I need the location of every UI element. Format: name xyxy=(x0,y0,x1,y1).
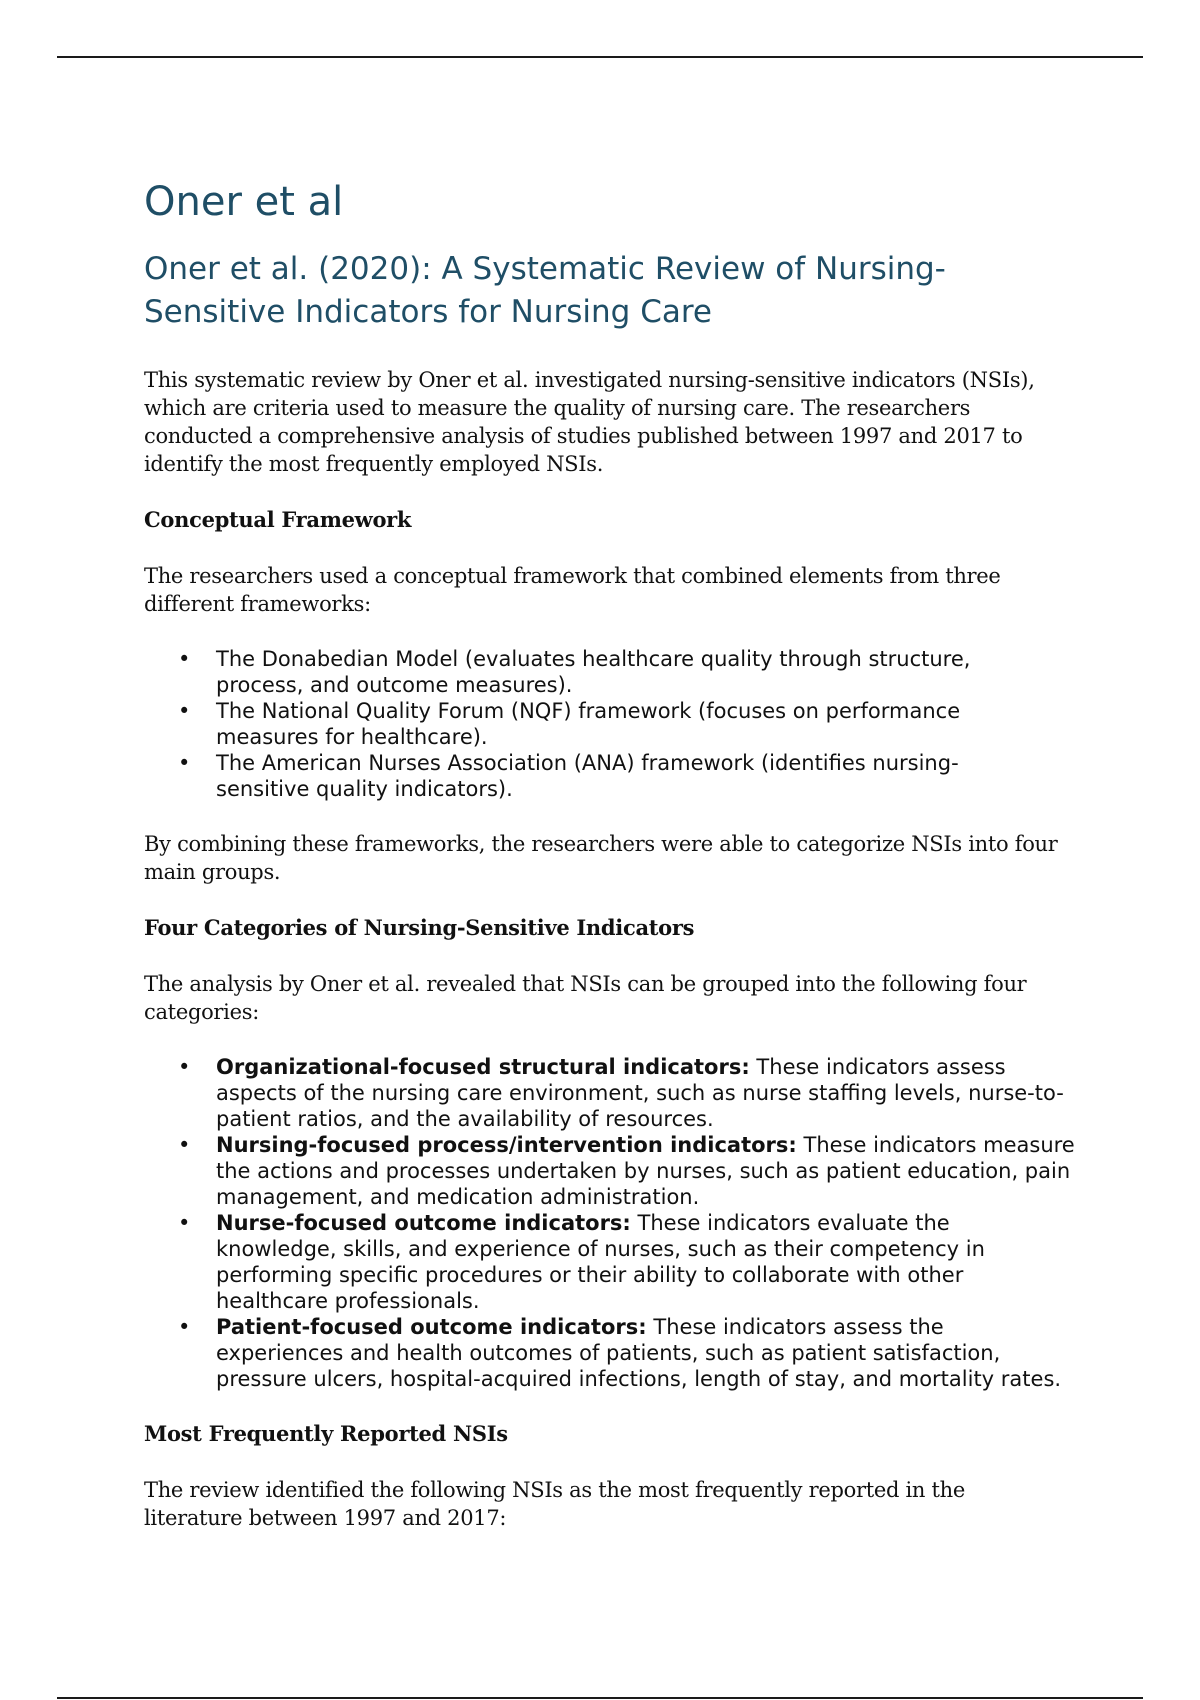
footer-rule xyxy=(57,1697,1143,1699)
categories-lead: The analysis by Oner et al. revealed that NSIs can be grouped into the following four categories: xyxy=(144,972,1027,1024)
frequent-heading: Most Frequently Reported NSIs xyxy=(144,1421,508,1446)
category-label: Nursing-focused process/intervention indicators: xyxy=(216,1133,797,1157)
framework-list xyxy=(144,646,1046,802)
list-item xyxy=(216,1132,1076,1210)
framework-lead: The researchers used a conceptual framework that combined elements from three different frameworks: xyxy=(144,564,1001,616)
categories-heading: Four Categories of Nursing-Sensitive Indicators xyxy=(144,915,695,940)
list-item: • The Donabedian Model (evaluates healthcare quality through structure, process, and outcome measures). xyxy=(216,646,1046,698)
categories-list xyxy=(144,1054,1076,1392)
category-text: These indicators assess the experiences and health outcomes of patients, such as patient satisfaction, pressure ulcers, hospital-acquired infections, length of stay, and mortality rates. xyxy=(216,1315,1062,1391)
header-rule xyxy=(57,56,1143,58)
category-text: These indicators assess aspects of the nursing care environment, such as nurse staffing levels, nurse-to-patient ratios, and the availability of resources. xyxy=(216,1055,1064,1131)
category-label: Patient-focused outcome indicators: xyxy=(216,1315,647,1339)
list-item xyxy=(216,1054,1076,1132)
list-item: • The National Quality Forum (NQF) framework (focuses on performance measures for healthcare). xyxy=(216,698,1046,750)
document-body xyxy=(144,178,1075,1532)
list-item: • The American Nurses Association (ANA) framework (identifies nursing-sensitive quality indicators). xyxy=(216,750,1046,802)
category-label: Organizational-focused structural indicators: xyxy=(216,1055,750,1079)
intro-paragraph: This systematic review by Oner et al. investigated nursing-sensitive indicators (NSIs), which are criteria used to measure the quality of nursing care. The researchers conducted a comprehensive analysis of studies published between 1997 and 2017 to identify the most frequently employed NSIs. xyxy=(144,368,1035,476)
frequent-lead: The review identified the following NSIs as the most frequently reported in the literature between 1997 and 2017: xyxy=(144,1478,965,1530)
category-text: These indicators evaluate the knowledge, skills, and experience of nurses, such as their competency in performing specific procedures or their ability to collaborate with other healthcare professionals. xyxy=(216,1211,985,1313)
list-item xyxy=(216,1210,1076,1314)
list-item xyxy=(216,1314,1076,1392)
page-subtitle: Oner et al. (2020): A Systematic Review of Nursing-Sensitive Indicators for Nursing Care xyxy=(144,251,946,330)
page-title: Oner et al xyxy=(144,179,344,225)
framework-closing: By combining these frameworks, the researchers were able to categorize NSIs into four main groups. xyxy=(144,832,1058,884)
framework-heading: Conceptual Framework xyxy=(144,507,412,532)
category-label: Nurse-focused outcome indicators: xyxy=(216,1211,631,1235)
category-text: These indicators measure the actions and processes undertaken by nurses, such as patient education, pain management, and medication administration. xyxy=(216,1133,1075,1209)
